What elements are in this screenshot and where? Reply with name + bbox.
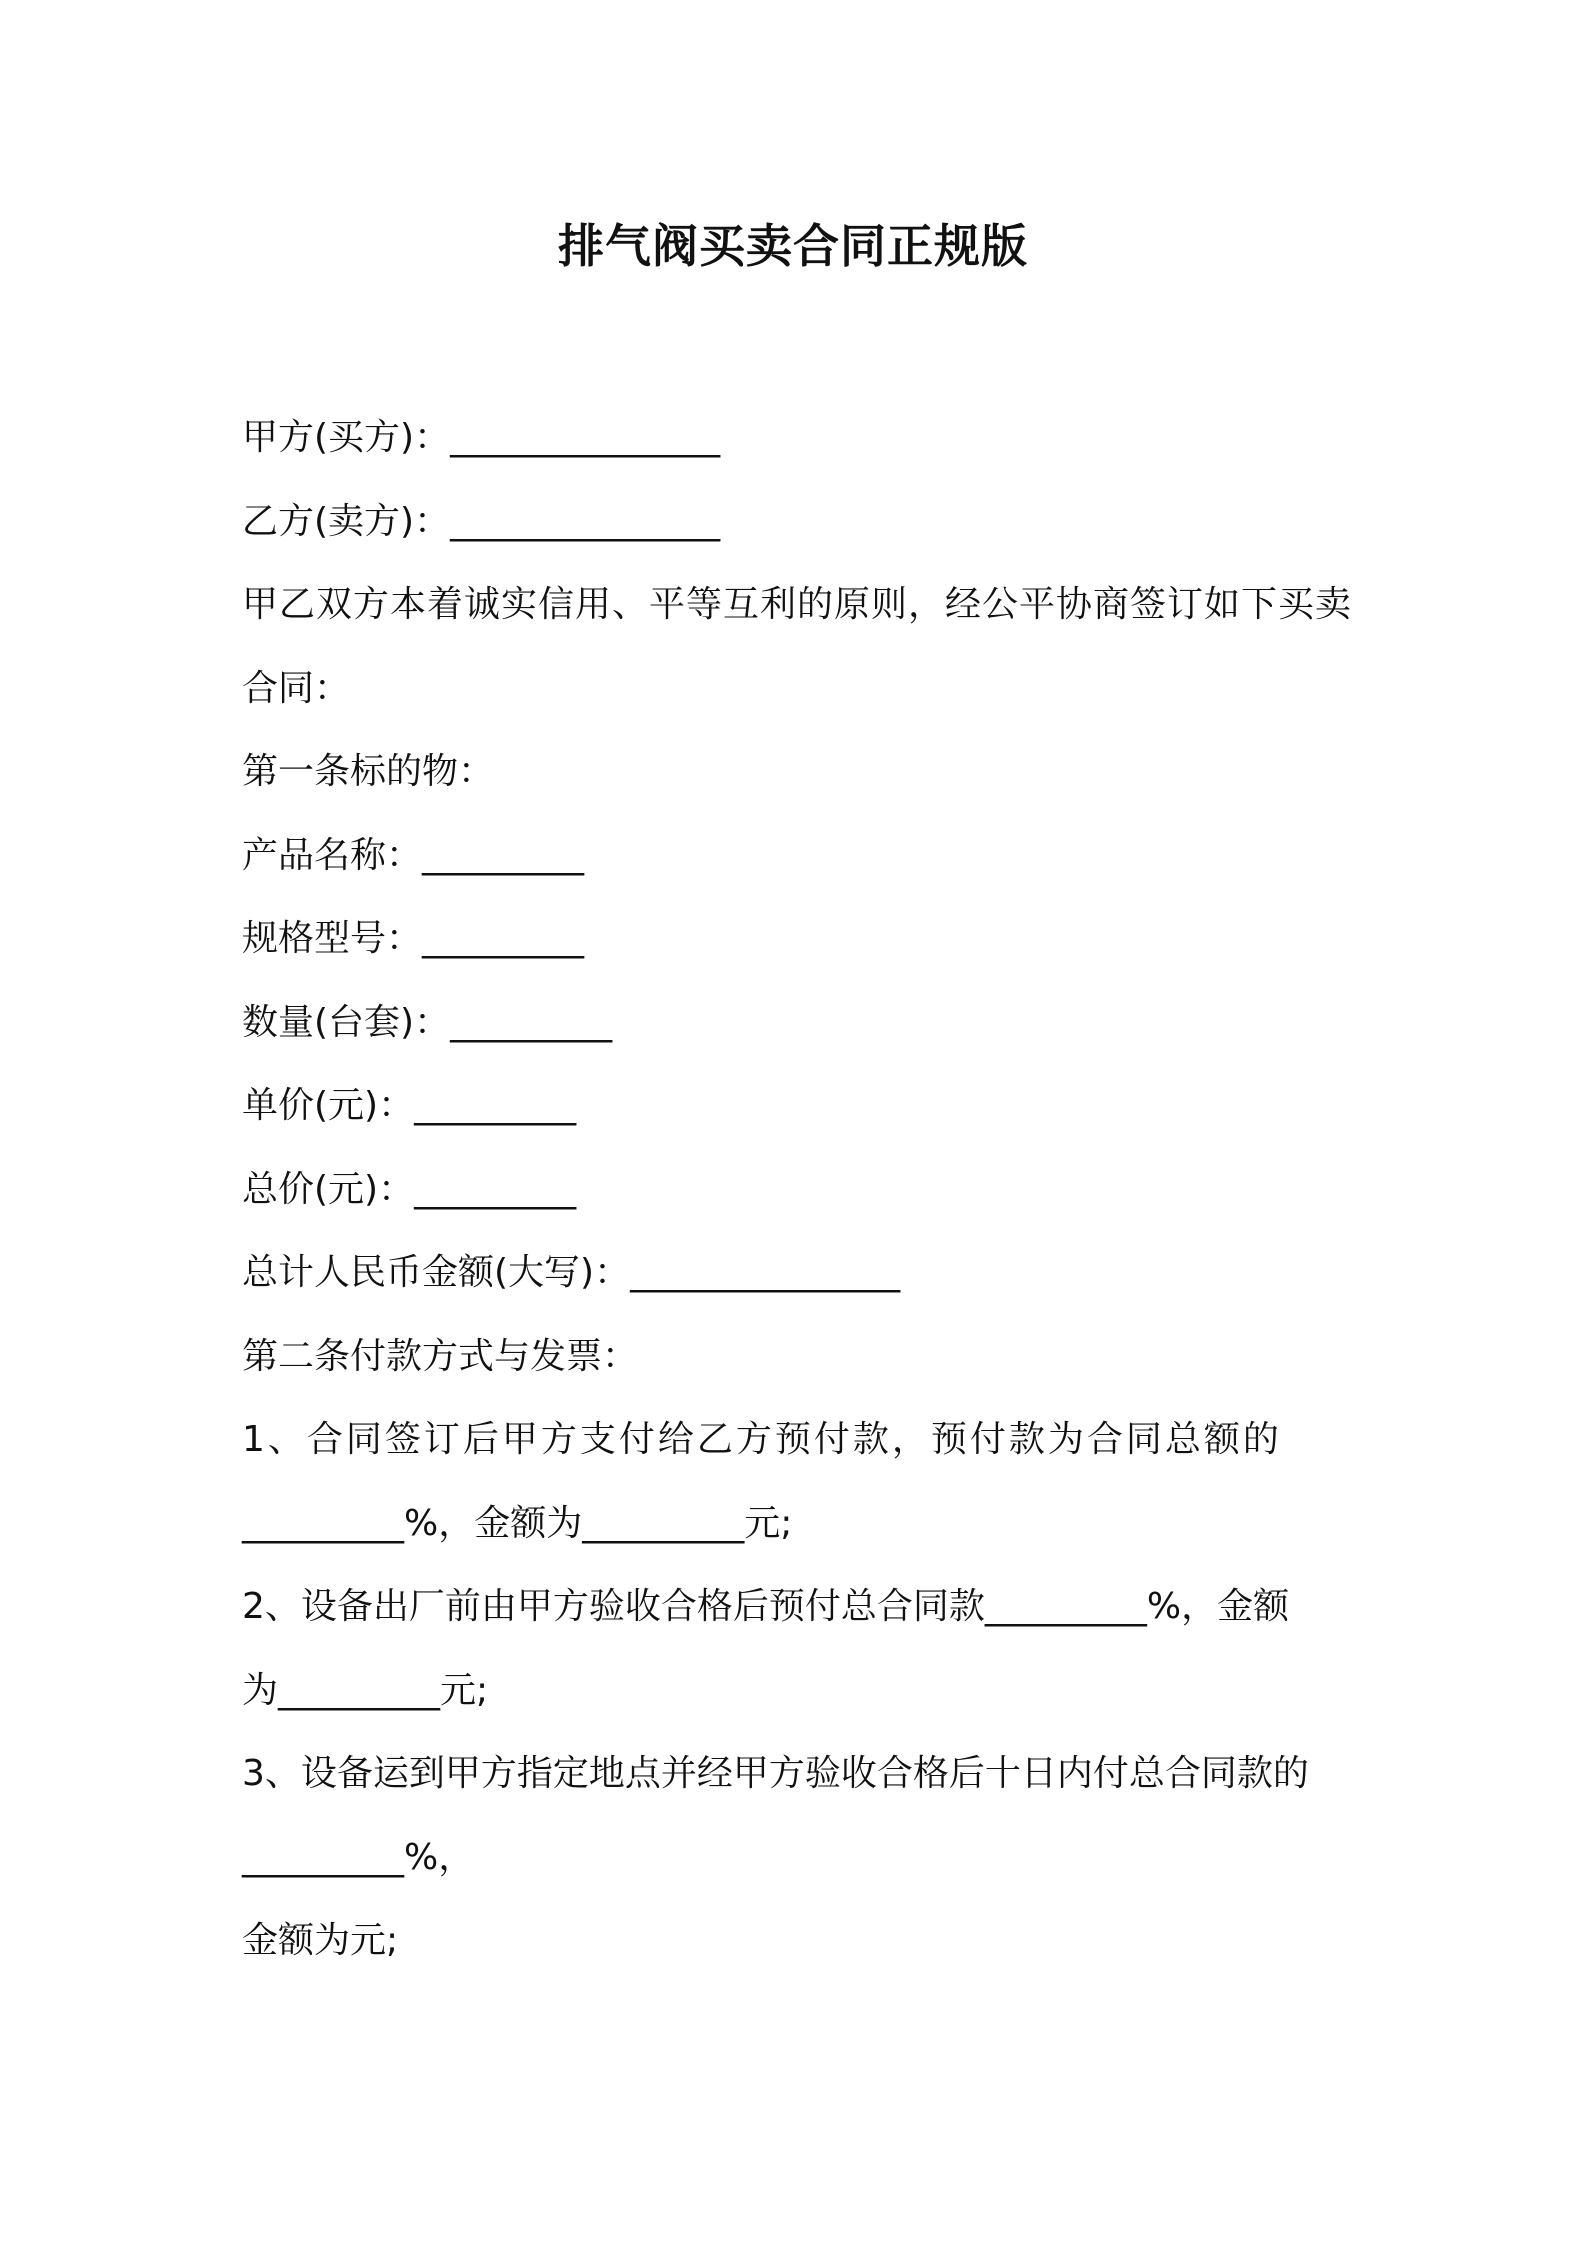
document-title: 排气阀买卖合同正规版 xyxy=(558,219,1028,273)
unit-price-line: 单价(元)：_________ xyxy=(242,1085,577,1126)
payment-clause-1-line-1: 1、合同签订后甲方支付给乙方预付款，预付款为合同总额的 xyxy=(242,1419,1282,1460)
article-2-heading: 第二条付款方式与发票： xyxy=(242,1336,639,1377)
payment-clause-3-line-3: 金额为元; xyxy=(242,1920,399,1961)
payment-clause-1-line-2: _________%，金额为_________元; xyxy=(242,1503,793,1544)
total-price-line: 总价(元)：_________ xyxy=(242,1169,577,1210)
quantity-line: 数量(台套)：_________ xyxy=(242,1002,613,1043)
total-amount-words-line: 总计人民币金额(大写)：_______________ xyxy=(242,1252,901,1293)
payment-clause-2-line-1: 2、设备出厂前由甲方验收合格后预付总合同款_________%，金额 xyxy=(242,1586,1290,1627)
party-a-line: 甲方(买方)：_______________ xyxy=(242,417,721,458)
payment-clause-3-line-2: _________%， xyxy=(242,1837,475,1878)
article-1-heading: 第一条标的物： xyxy=(242,751,495,792)
product-name-line: 产品名称：_________ xyxy=(242,835,585,876)
preamble-line-1: 甲乙双方本着诚实信用、平等互利的原则，经公平协商签订如下买卖 xyxy=(242,584,1353,625)
payment-clause-3-line-1: 3、设备运到甲方指定地点并经甲方验收合格后十日内付总合同款的 xyxy=(242,1753,1309,1794)
party-b-line: 乙方(卖方)：_______________ xyxy=(242,501,721,542)
spec-model-line: 规格型号：_________ xyxy=(242,918,585,959)
payment-clause-2-line-2: 为_________元; xyxy=(242,1670,489,1711)
preamble-line-2: 合同： xyxy=(242,668,351,709)
